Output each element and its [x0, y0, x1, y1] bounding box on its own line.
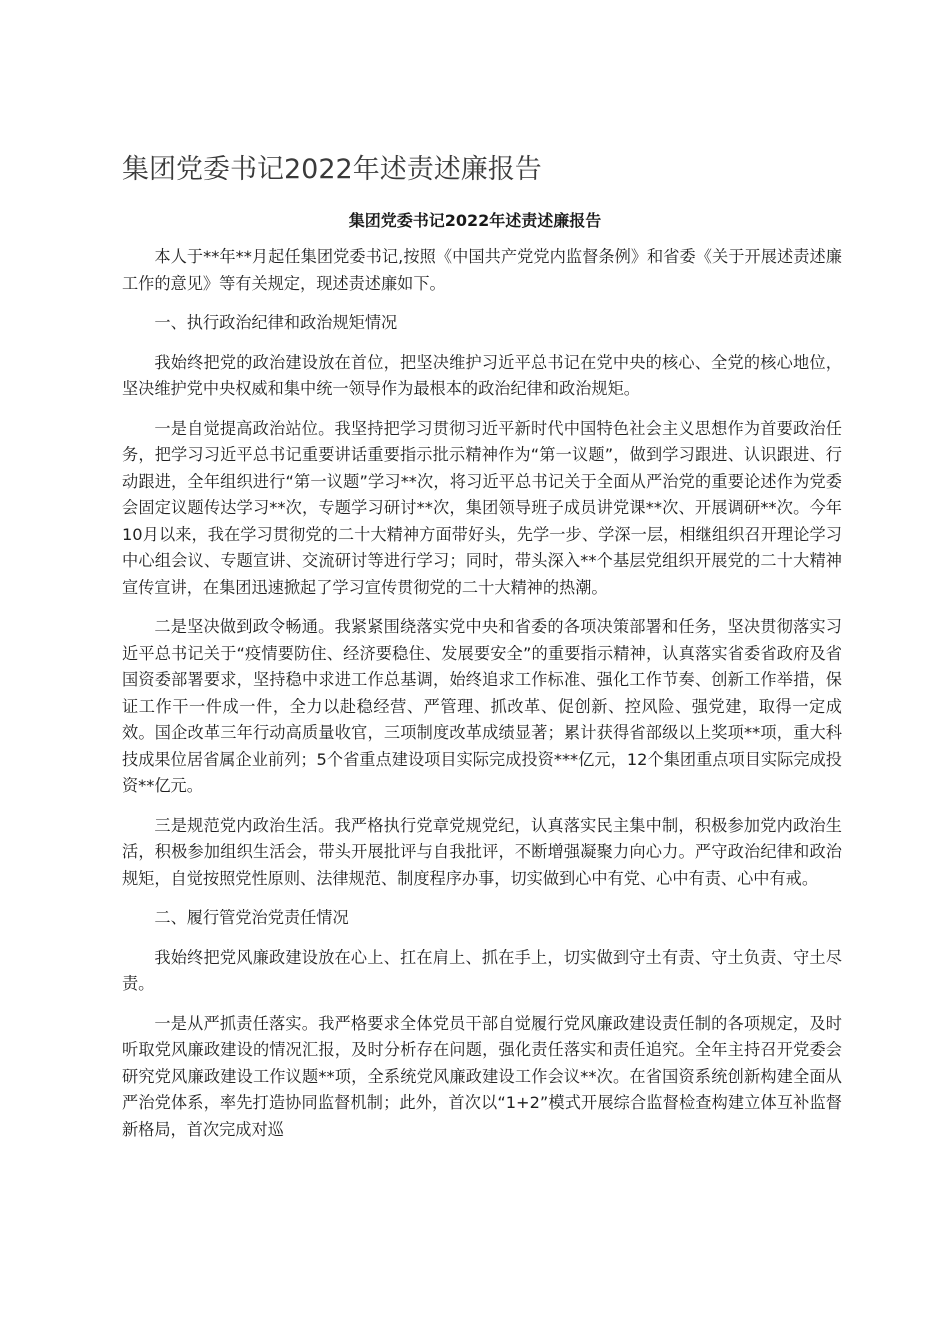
document-subtitle: 集团党委书记2022年述责述廉报告 [348, 211, 602, 230]
document-body [122, 244, 842, 1156]
paragraph-intro: 本人于**年**月起任集团党委书记,按照《中国共产党党内监督条例》和省委《关于开展述责述廉工作的意见》等有关规定，现述责述廉如下。 [122, 247, 842, 293]
paragraph: 二是坚决做到政令畅通。我紧紧围绕落实党中央和省委的各项决策部署和任务，坚决贯彻落实习近平总书记关于“疫情要防住、经济要稳住、发展要安全”的重要指示精神，认真落实省委省政府及省国资委部署要求，坚持稳中求进工作总基调，始终追求工作标准、强化工作节奏、创新工作举措，保证工作干一件成一件，全力以赴稳经营、严管理、抓改革、促创新、控风险、强党建，取得一定成效。国企改革三年行动高质量收官，三项制度改革成绩显著；累计获得省部级以上奖项**项，重大科技成果位居省属企业前列；5个省重点建设项目实际完成投资***亿元，12个集团重点项目实际完成投资**亿元。 [122, 617, 842, 795]
paragraph: 三是规范党内政治生活。我严格执行党章党规党纪，认真落实民主集中制，积极参加党内政治生活，积极参加组织生活会，带头开展批评与自我批评，不断增强凝聚力向心力。严守政治纪律和政治规矩，自觉按照党性原则、法律规范、制度程序办事，切实做到心中有党、心中有责、心中有戒。 [122, 815, 842, 888]
paragraph: 一是从严抓责任落实。我严格要求全体党员干部自觉履行党风廉政建设责任制的各项规定，及时听取党风廉政建设的情况汇报，及时分析存在问题，强化责任落实和责任追究。全年主持召开党委会研究党风廉政建设工作议题**项，全系统党风廉政建设工作会议**次。在省国资系统创新构建全面从严治党体系，率先打造协同监督机制；此外，首次以“1+2”模式开展综合监督检查构建立体互补监督新格局，首次完成对巡 [122, 1013, 842, 1139]
paragraph: 一是自觉提高政治站位。我坚持把学习贯彻习近平新时代中国特色社会主义思想作为首要政治任务，把学习习近平总书记重要讲话重要指示批示精神作为“第一议题”，做到学习跟进、认识跟进、行动跟进，全年组织进行“第一议题”学习**次，将习近平总书记关于全面从严治党的重要论述作为党委会固定议题传达学习**次，专题学习研讨**次，集团领导班子成员讲党课**次、开展调研**次。今年10月以来，我在学习贯彻党的二十大精神方面带好头，先学一步、学深一层，相继组织召开理论学习中心组会议、专题宣讲、交流研讨等进行学习；同时，带头深入**个基层党组织开展党的二十大精神宣传宣讲，在集团迅速掀起了学习宣传贯彻党的二十大精神的热潮。 [122, 418, 842, 597]
paragraph: 我始终把党风廉政建设放在心上、扛在肩上、抓在手上，切实做到守土有责、守土负责、守土尽责。 [122, 947, 842, 993]
section-heading-1: 一、执行政治纪律和政治规矩情况 [154, 313, 398, 332]
section-heading-2: 二、履行管党治党责任情况 [154, 908, 349, 927]
paragraph: 我始终把党的政治建设放在首位，把坚决维护习近平总书记在党中央的核心、全党的核心地位，坚决维护党中央权威和集中统一领导作为最根本的政治纪律和政治规矩。 [122, 352, 842, 398]
document-title: 集团党委书记2022年述责述廉报告 [122, 154, 542, 185]
